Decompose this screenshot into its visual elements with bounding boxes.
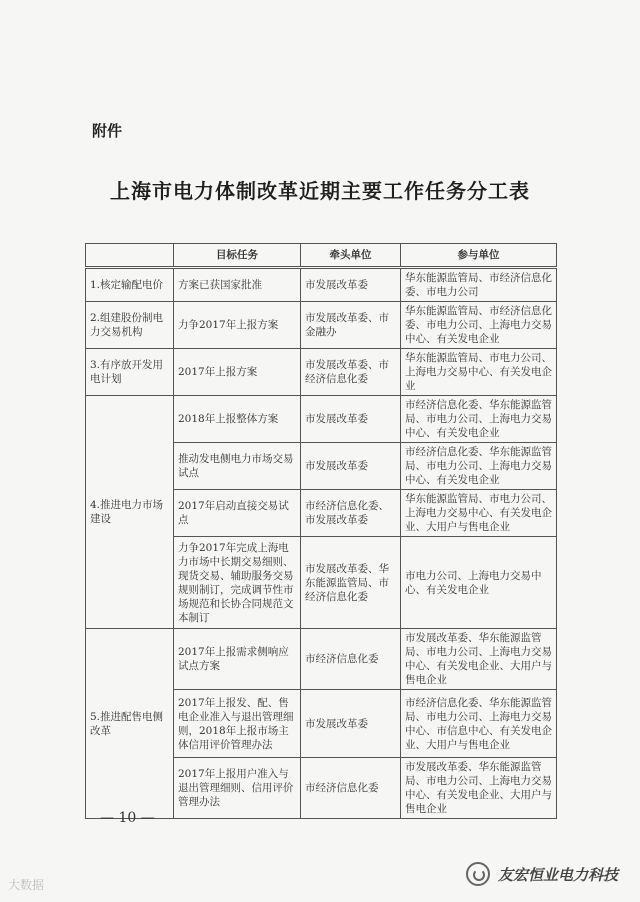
header-target-task: 目标任务 <box>174 244 301 268</box>
task-cell: 2017年上报用户准入与退出管理细则、信用评价管理办法 <box>174 758 301 819</box>
participants-cell: 华东能源监管局、市经济信息化委、市电力公司、上海电力交易中心、有关发电企业 <box>401 302 557 349</box>
participants-cell: 市发展改革委、华东能源监管局、市电力公司、上海电力交易中心、有关发电企业、大用户与售电企业 <box>401 629 557 690</box>
participants-cell: 华东能源监管局、市电力公司、上海电力交易中心、有关发电企业、大用户与售电企业 <box>401 490 557 537</box>
table-row <box>86 396 557 443</box>
lead-cell: 市发展改革委、市经济信息化委 <box>301 349 401 396</box>
participants-cell: 华东能源监管局、市电力公司、上海电力交易中心、有关发电企业 <box>401 349 557 396</box>
table-row <box>86 349 557 396</box>
table-header-row <box>86 244 557 268</box>
header-participant-units: 参与单位 <box>401 244 557 268</box>
task-cell: 力争2017年完成上海电力市场中长期交易细则、现货交易、辅助服务交易规则制订，完成调节性市场规范和长协合同规范文本制订 <box>174 537 301 629</box>
participants-cell: 市经济信息化委、华东能源监管局、市电力公司、上海电力交易中心、有关发电企业 <box>401 443 557 490</box>
participants-cell: 市经济信息化委、华东能源监管局、市电力公司、上海电力交易中心、市信息中心、有关发电企业、大用户与售电企业 <box>401 690 557 758</box>
brand-mark <box>466 862 618 886</box>
task-table <box>85 243 557 819</box>
task-cell: 2017年上报方案 <box>174 349 301 396</box>
table-row <box>86 302 557 349</box>
task-cell: 2017年上报需求侧响应试点方案 <box>174 629 301 690</box>
task-cell: 力争2017年上报方案 <box>174 302 301 349</box>
category-cell: 3.有序放开发用电计划 <box>86 349 174 396</box>
participants-cell: 华东能源监管局、市经济信息化委、市电力公司 <box>401 268 557 302</box>
participants-cell: 市发展改革委、华东能源监管局、市电力公司、上海电力交易中心、有关发电企业、大用户与售电企业 <box>401 758 557 819</box>
lead-cell: 市发展改革委 <box>301 268 401 302</box>
lead-cell: 市经济信息化委、市发展改革委 <box>301 490 401 537</box>
header-category <box>86 244 174 268</box>
task-cell: 2017年启动直接交易试点 <box>174 490 301 537</box>
task-cell: 2017年上报发、配、售电企业准入与退出管理细则，2018年上报市场主体信用评价管理办法 <box>174 690 301 758</box>
table-row <box>86 629 557 690</box>
page-number: — 10 — <box>100 810 155 826</box>
header-lead-unit: 牵头单位 <box>301 244 401 268</box>
lead-cell: 市经济信息化委 <box>301 629 401 690</box>
lead-cell: 市发展改革委 <box>301 690 401 758</box>
lead-cell: 市经济信息化委 <box>301 758 401 819</box>
lead-cell: 市发展改革委、华东能源监管局、市经济信息化委 <box>301 537 401 629</box>
category-cell: 5.推进配售电侧改革 <box>86 629 174 819</box>
participants-cell: 市经济信息化委、华东能源监管局、市电力公司、上海电力交易中心、有关发电企业 <box>401 396 557 443</box>
page-title: 上海市电力体制改革近期主要工作任务分工表 <box>110 179 530 203</box>
task-cell: 方案已获国家批准 <box>174 268 301 302</box>
lead-cell: 市发展改革委 <box>301 396 401 443</box>
category-cell: 1.核定输配电价 <box>86 268 174 302</box>
task-cell: 推动发电侧电力市场交易试点 <box>174 443 301 490</box>
category-cell: 4.推进电力市场建设 <box>86 396 174 629</box>
participants-cell: 市电力公司、上海电力交易中心、有关发电企业 <box>401 537 557 629</box>
table-row <box>86 268 557 302</box>
lead-cell: 市发展改革委、市金融办 <box>301 302 401 349</box>
brand-logo-icon <box>466 862 490 886</box>
watermark-text: 大数据 <box>8 878 45 892</box>
lead-cell: 市发展改革委 <box>301 443 401 490</box>
attachment-label: 附件 <box>92 122 123 140</box>
brand-name: 友宏恒业电力科技 <box>497 865 618 884</box>
category-cell: 2.组建股份制电力交易机构 <box>86 302 174 349</box>
task-cell: 2018年上报整体方案 <box>174 396 301 443</box>
